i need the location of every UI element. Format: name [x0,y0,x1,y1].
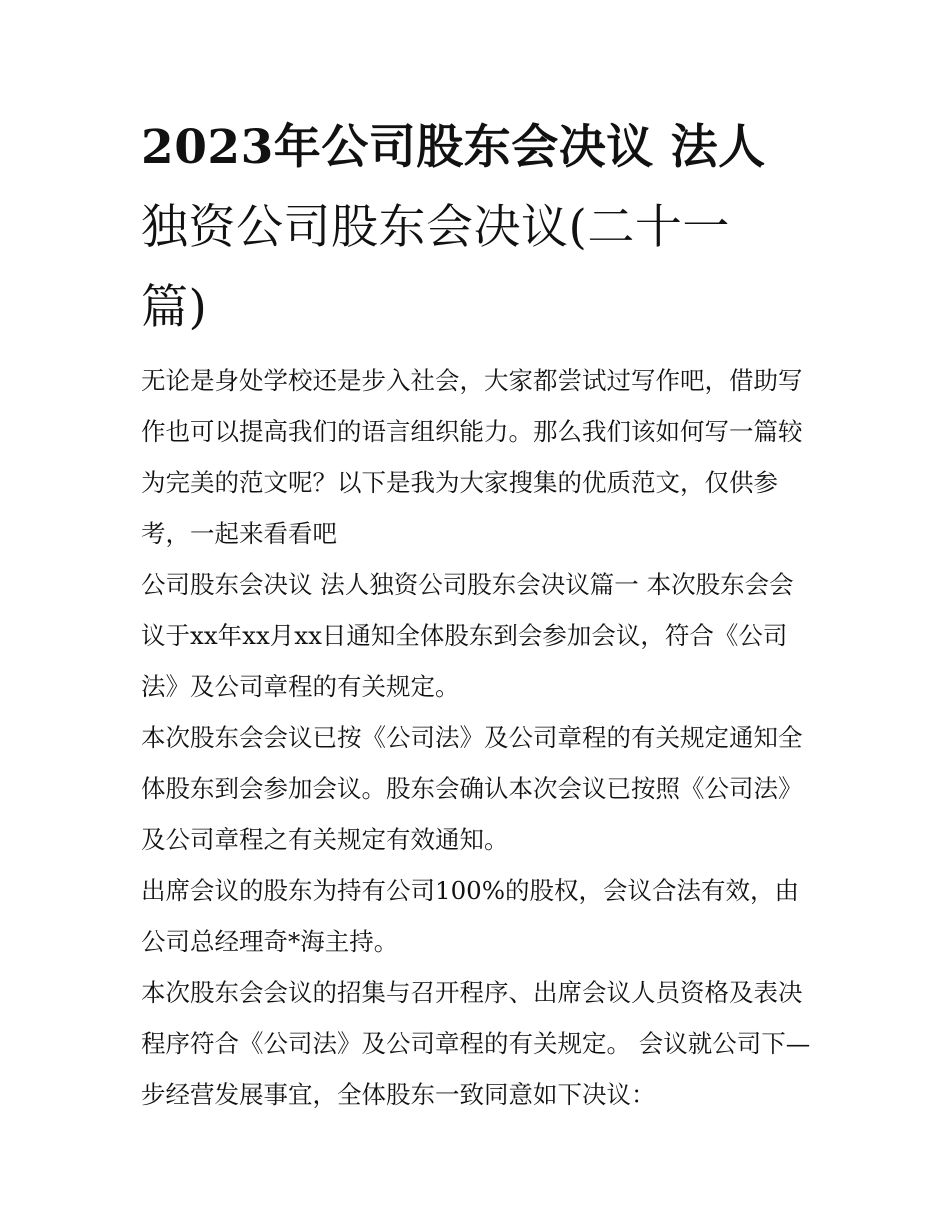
paragraph-procedure: 本次股东会会议的招集与召开程序、出席会议人员资格及表决程序符合《公司法》及公司章程的有关规定。 会议就公司下—步经营发展事宜，全体股东一致同意如下决议： [141,978,811,1109]
title-line-1: 2023年公司股东会决议 法人 [141,120,766,175]
paragraph-meeting-notice: 公司股东会决议 法人独资公司股东会决议篇一 本次股东会会议于xx年xx月xx日通知全体股东到会参加会议，符合《公司法》及公司章程的有关规定。 [141,570,794,701]
title-line-3: 篇) [141,280,208,335]
title-line-2: 独资公司股东会决议(二十一 [141,200,730,255]
paragraph-attendance: 出席会议的股东为持有公司100%的股权，会议合法有效，由公司总经理奇*海主持。 [141,876,800,956]
paragraph-notice-confirmed: 本次股东会会议已按《公司法》及公司章程的有关规定通知全体股东到会参加会议。股东会确认本次会议已按照《公司法》及公司章程之有关规定有效通知。 [141,723,803,854]
paragraph-intro: 无论是身处学校还是步入社会，大家都尝试过写作吧，借助写作也可以提高我们的语言组织能力。那么我们该如何写一篇较为完美的范文呢？以下是我为大家搜集的优质范文，仅供参考，一起来看看吧 [141,366,803,548]
document-title [141,108,821,348]
document-body [141,355,816,1120]
